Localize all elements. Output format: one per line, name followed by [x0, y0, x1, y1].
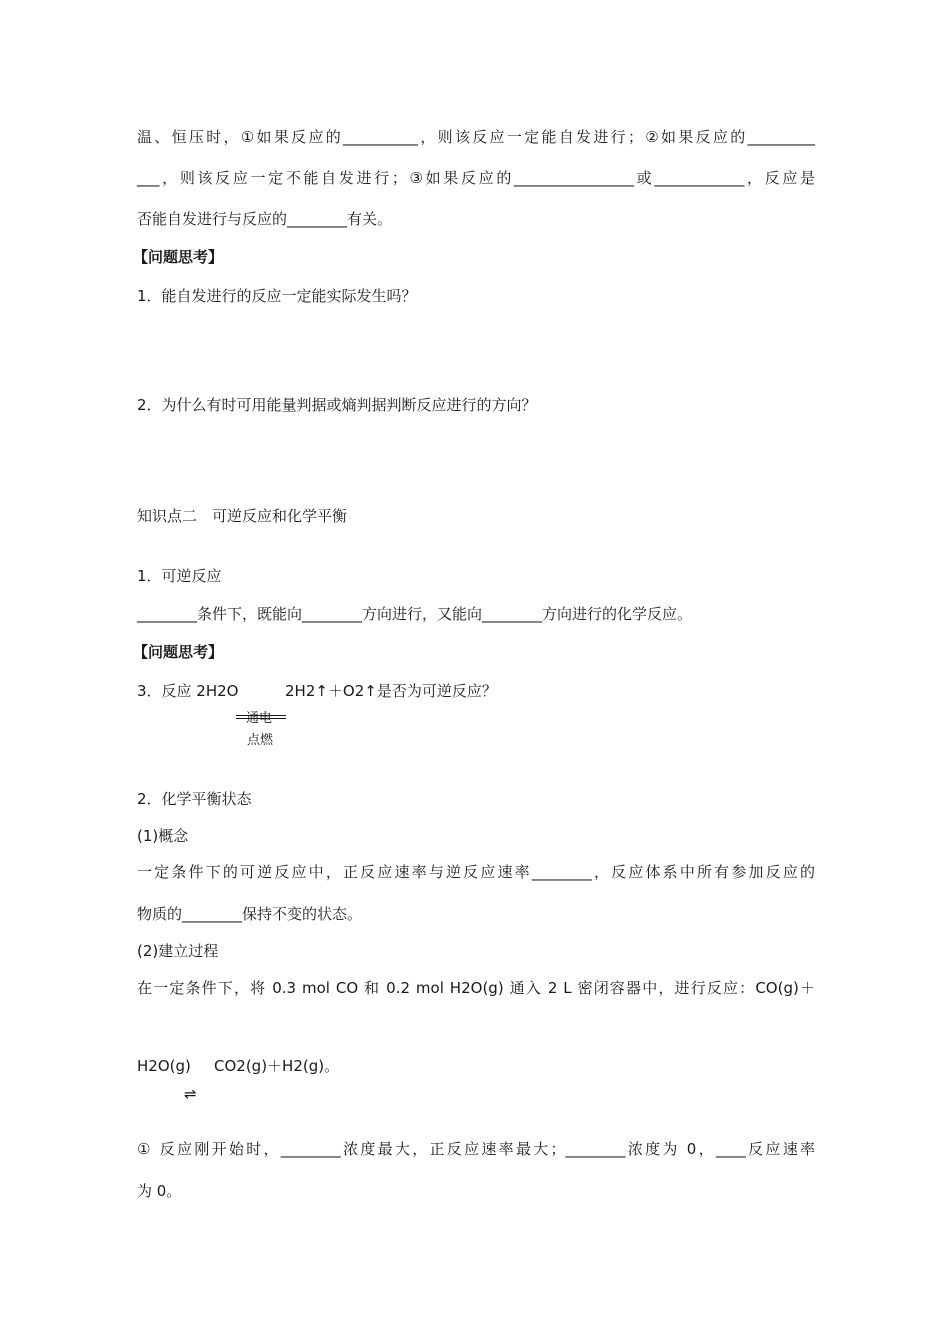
equation-product: CO2(g)＋H2(g)。	[214, 1057, 340, 1075]
question-3-part-a: 3．反应 2H2O	[137, 682, 239, 700]
process-point-1: ① 反应刚开始时，________浓度最大，正反应速率最大；________浓度为 0，____反应速率	[137, 1140, 815, 1158]
section-heading-question-thinking: 【问题思考】	[133, 643, 224, 661]
question-3-part-b: 2H2↑＋O2↑是否为可逆反应？	[285, 682, 497, 700]
equation-reactant: H2O(g)	[137, 1057, 191, 1075]
question-1: 1．能自发进行的反应一定能实际发生吗？	[137, 287, 417, 305]
reversible-arrow-icon: ⇌	[184, 1085, 197, 1103]
subsection-chemical-equilibrium: 2．化学平衡状态	[137, 790, 252, 808]
concept-text-line: 物质的________保持不变的状态。	[137, 905, 363, 923]
reversible-reaction-definition: ________条件下，既能向________方向进行，又能向________方向进行的化学反应。	[137, 605, 693, 623]
process-heading: (2)建立过程	[137, 942, 219, 960]
arrow-condition-bottom: 点燃	[247, 733, 274, 748]
electrolysis-arrow-icon	[236, 709, 286, 726]
paragraph-line: ___，则该反应一定不能自发进行；③如果反应的________________或____________，反应是	[137, 169, 815, 187]
knowledge-point-title: 知识点二 可逆反应和化学平衡	[137, 507, 348, 525]
question-2: 2．为什么有时可用能量判据或熵判据判断反应进行的方向？	[137, 396, 537, 414]
process-text-line: 在一定条件下，将 0.3 mol CO 和 0.2 mol H2O(g) 通入 2 L 密闭容器中，进行反应：CO(g)＋	[137, 979, 815, 997]
concept-heading: (1)概念	[137, 827, 189, 845]
process-point-1-cont: 为 0。	[137, 1182, 182, 1200]
paragraph-line: 否能自发进行与反应的________有关。	[137, 210, 393, 228]
arrow-condition-top: 通电	[246, 711, 273, 726]
concept-text-line: 一定条件下的可逆反应中，正反应速率与逆反应速率________，反应体系中所有参加反应的	[137, 863, 815, 881]
paragraph-line: 温、恒压时，①如果反应的__________，则该反应一定能自发进行；②如果反应的_________	[137, 128, 815, 146]
section-heading-question-thinking: 【问题思考】	[133, 248, 224, 266]
subsection-reversible-reaction: 1．可逆反应	[137, 567, 222, 585]
